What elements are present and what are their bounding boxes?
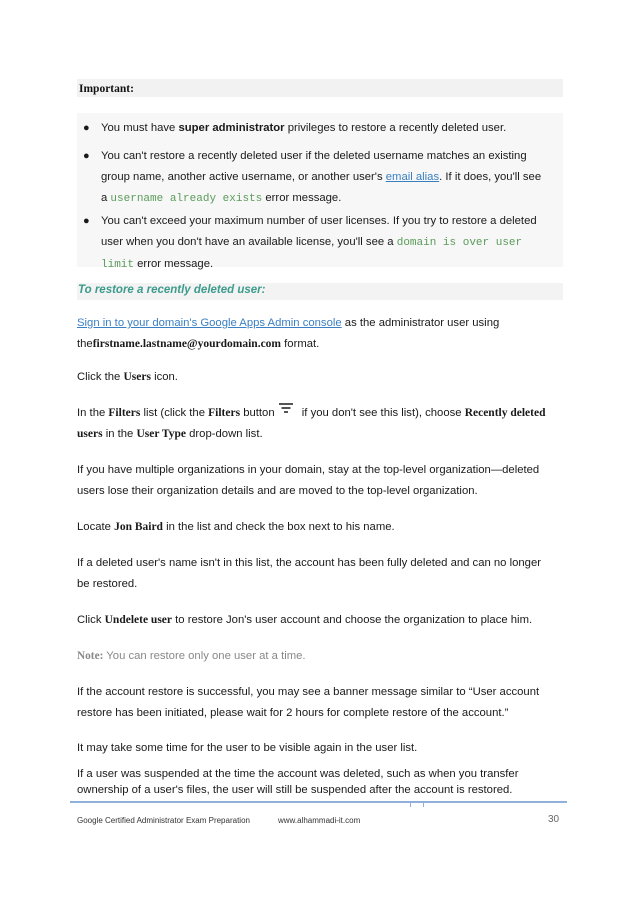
step-text: In the — [77, 407, 109, 419]
step-text: Locate — [77, 521, 115, 533]
step-text: Click — [77, 614, 105, 626]
step-suspended — [77, 766, 562, 798]
footer-website: www.alhammadi-it.com — [278, 816, 361, 825]
step-organizations — [77, 460, 562, 502]
filters-label: Filters — [108, 407, 141, 419]
step-text: restore has been initiated, please wait for 2 hours for complete restore of the account.” — [77, 707, 509, 719]
bullet-text: error message. — [262, 192, 342, 204]
step-text: the — [77, 338, 93, 350]
bullet-text: You can't exceed your maximum number of user licenses. If you try to restore a deleted — [101, 215, 537, 227]
step-text: if you don't see this list), choose — [298, 407, 465, 419]
step-restore-success — [77, 682, 562, 724]
step-text: button — [240, 407, 275, 419]
recently-deleted-label: Recently deleted — [464, 407, 546, 419]
admin-console-link[interactable]: Sign in to your domain's Google Apps Admin console — [77, 317, 342, 329]
footer-rule-tick — [410, 801, 424, 807]
step-text: It may take some time for the user to be visible again in the user list. — [77, 742, 418, 754]
bullet-dot: ● — [83, 122, 90, 134]
step-filters — [77, 403, 562, 445]
user-name-label: Jon Baird — [114, 521, 163, 533]
bullet-text: . If it does, you'll see — [439, 171, 542, 183]
bullet-emphasis: super administrator — [178, 122, 285, 134]
note-text: You can restore only one user at a time. — [103, 650, 306, 662]
bullet-text: error message. — [134, 258, 214, 270]
bullet-text: You can't restore a recently deleted user if the deleted username matches an existing — [101, 150, 527, 162]
bullet-dot: ● — [83, 215, 90, 227]
step-text: ownership of a user's files, the user will still be suspended after the account is restored. — [77, 784, 513, 796]
step-text: as the administrator user using — [341, 317, 500, 329]
error-code-text: username already exists — [110, 193, 263, 205]
footer-title: Google Certified Administrator Exam Preparation — [77, 816, 250, 825]
bullet-text: group name, another active username, or another user's — [101, 171, 386, 183]
bullet-dot: ● — [83, 150, 90, 162]
step-text: If the account restore is successful, you may see a banner message similar to “User account — [77, 686, 540, 698]
recently-deleted-label: users — [77, 428, 103, 440]
step-text: If a user was suspended at the time the account was deleted, such as when you transfer — [77, 768, 519, 780]
filter-icon — [279, 403, 293, 415]
note-label: Note: — [77, 650, 104, 662]
email-format-text: firstname.lastname@yourdomain.com — [92, 338, 282, 350]
step-visibility — [77, 738, 562, 759]
section-heading — [77, 283, 563, 300]
users-icon-label: Users — [123, 371, 151, 383]
step-text: be restored. — [77, 578, 138, 590]
step-text: If a deleted user's name isn't in this list, the account has been fully deleted and can no longer — [77, 557, 542, 569]
step-text: to restore Jon's user account and choose the organization to place him. — [172, 614, 533, 626]
step-text: drop-down list. — [186, 428, 263, 440]
step-sign-in — [77, 313, 562, 355]
error-code-text: domain is over user — [396, 237, 523, 249]
important-label: Important: — [79, 83, 134, 95]
step-text: in the — [102, 428, 137, 440]
footer-rule — [70, 801, 567, 803]
email-alias-link[interactable]: email alias — [385, 171, 440, 183]
step-text: Click the — [77, 371, 124, 383]
bullet-text: user when you don't have an available license, you'll see a — [101, 236, 397, 248]
page-number: 30 — [548, 814, 560, 825]
filters-button-label: Filters — [208, 407, 241, 419]
section-heading-text: To restore a recently deleted user: — [78, 284, 266, 296]
bullet-text: a — [101, 192, 111, 204]
undelete-user-label: Undelete user — [104, 614, 173, 626]
step-locate-user — [77, 517, 562, 538]
step-fully-deleted — [77, 553, 562, 595]
error-code-text: limit — [101, 259, 135, 271]
note — [77, 646, 562, 667]
bullet-text: You must have — [101, 122, 179, 134]
important-bullet-list — [77, 113, 563, 271]
bullet-text: privileges to restore a recently deleted user. — [284, 122, 507, 134]
step-text: If you have multiple organizations in your domain, stay at the top-level organization—deleted — [77, 464, 540, 476]
step-text: format. — [281, 338, 320, 350]
step-undelete — [77, 610, 562, 631]
important-callout-header — [77, 79, 563, 97]
step-text: list (click the — [140, 407, 209, 419]
step-text: users lose their organization details and are moved to the top-level organization. — [77, 485, 478, 497]
user-type-label: User Type — [136, 428, 186, 440]
step-text: icon. — [150, 371, 178, 383]
step-text: in the list and check the box next to his name. — [162, 521, 395, 533]
step-click-users — [77, 367, 562, 388]
